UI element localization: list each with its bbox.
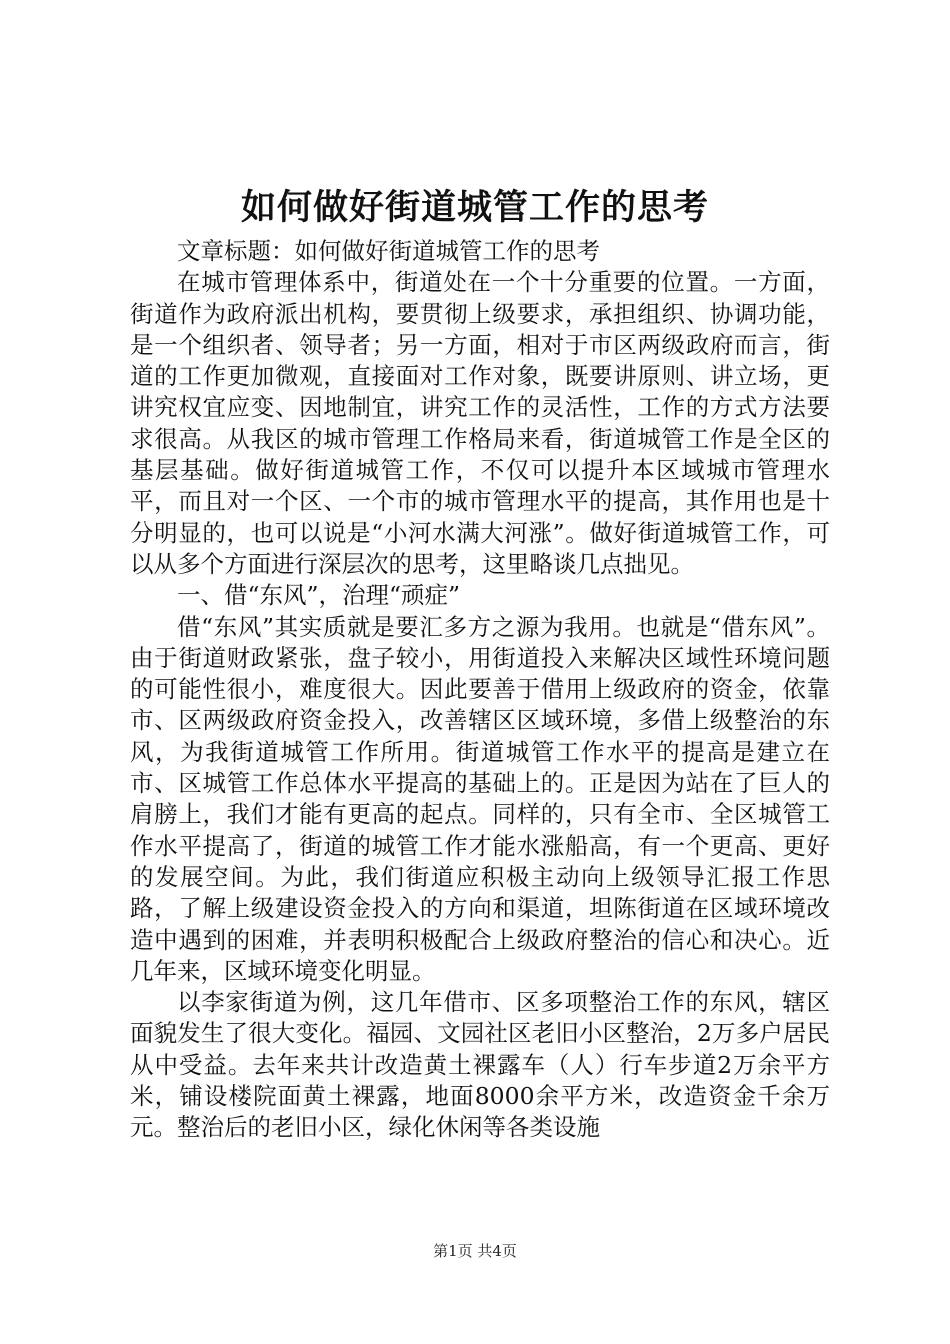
- document-body: [130, 236, 830, 1144]
- section-heading-1: 一、借“东风”，治理“顽症”: [177, 581, 461, 610]
- paragraph-lijia-example: 以李家街道为例，这几年借市、区多项整治工作的东风，辖区面貌发生了很大变化。福园、文园社区老旧小区整治，2万多户居民从中受益。去年来共计改造黄土裸露车（人）行车步道2万余平方米，铺设楼院面黄土裸露，地面8000余平方米，改造资金千余万元。整治后的老旧小区，绿化休闲等各类设施: [130, 988, 830, 1142]
- paragraph-intro: 在城市管理体系中，街道处在一个十分重要的位置。一方面，街道作为政府派出机构，要贯彻上级要求，承担组织、协调功能，是一个组织者、领导者；另一方面，相对于市区两级政府而言，街道的工作更加微观，直接面对工作对象，既要讲原则、讲立场，更讲究权宜应变、因地制宜，讲究工作的灵活性，工作的方式方法要求很高。从我区的城市管理工作格局来看，街道城管工作是全区的基层基础。做好街道城管工作，不仅可以提升本区域城市管理水平，而且对一个区、一个市的城市管理水平的提高，其作用也是十分明显的，也可以说是“小河水满大河涨”。做好街道城管工作，可以从多个方面进行深层次的思考，这里略谈几点拙见。: [130, 268, 830, 578]
- document-title: 如何做好街道城管工作的思考: [240, 187, 709, 228]
- paragraph-article-title: 文章标题：如何做好街道城管工作的思考: [177, 237, 600, 265]
- paragraph-east-wind: 借“东风”其实质就是要汇多方之源为我用。也就是“借东风”。由于街道财政紧张，盘子较小，用街道投入来解决区域性环境问题的可能性很小，难度很大。因此要善于借用上级政府的资金，依靠市、区两级政府资金投入，改善辖区区域环境，多借上级整治的东风，为我街道城管工作所用。街道城管工作水平的提高是建立在市、区城管工作总体水平提高的基础上的。正是因为站在了巨人的肩膀上，我们才能有更高的起点。同样的，只有全市、全区城管工作水平提高了，街道的城管工作才能水涨船高，有一个更高、更好的发展空间。为此，我们街道应积极主动向上级领导汇报工作思路，了解上级建设资金投入的方向和渠道，坦陈街道在区域环境改造中遇到的困难，并表明积极配合上级政府整治的信心和决心。近几年来，区域环境变化明显。: [130, 612, 830, 985]
- page-number-footer: 第1页 共4页: [433, 1242, 517, 1260]
